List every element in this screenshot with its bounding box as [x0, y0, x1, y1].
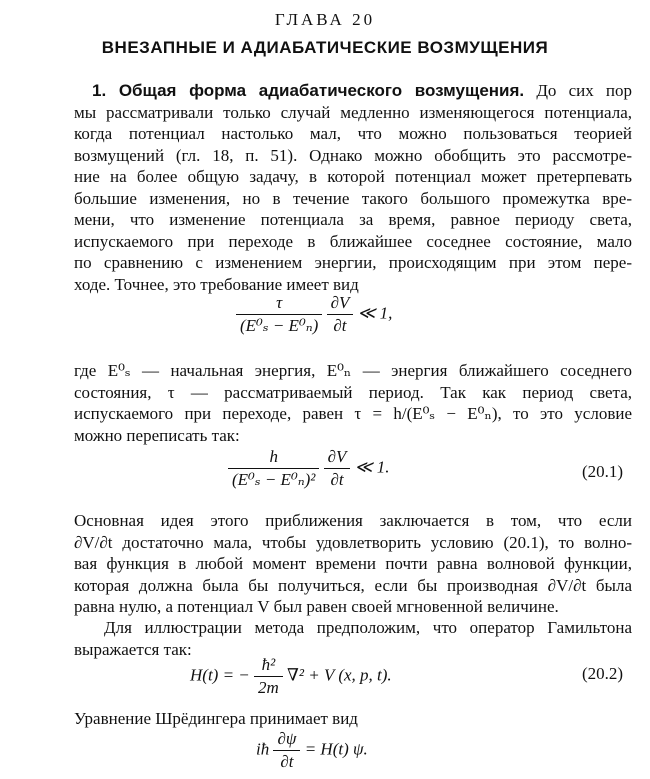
para3-line: ∂V/∂t достаточно мала, чтобы удовлетворить условию (20.1), то волно- — [74, 532, 632, 552]
chapter-title: ВНЕЗАПНЫЕ И АДИАБАТИЧЕСКИЕ ВОЗМУЩЕНИЯ — [101, 38, 549, 57]
eq2-denominator: (E⁰ₛ − E⁰ₙ)² — [232, 470, 316, 489]
para1-line: большие изменения, но в течение такого большого промежутка вре- — [74, 188, 632, 208]
para2-line: состояния, τ — рассматриваемый период. Так как период света, — [74, 382, 632, 402]
eq2-deriv-den: ∂t — [330, 470, 344, 489]
para1-line: ходе. Точнее, это требование имеет вид — [74, 274, 359, 294]
para1-line: мени, что изменение потенциала за время, равное периоду света, — [74, 210, 632, 229]
equation-4 — [256, 728, 368, 773]
eq4-lhs: iħ — [256, 739, 270, 759]
section-heading: 1. Общая форма адиабатического возмущения. — [92, 81, 525, 100]
eq1-rhs: ≪ 1, — [357, 303, 393, 323]
para1-line: До сих пор — [536, 81, 632, 100]
paragraph-3 — [74, 510, 632, 618]
eq3-lhs: H(t) = − — [190, 665, 250, 685]
para4-line: выражается так: — [74, 639, 192, 659]
eq3-denominator: 2m — [258, 678, 279, 697]
para2-line: где E⁰ₛ — начальная энергия, E⁰ₙ — энергия ближайшего соседнего — [74, 361, 632, 380]
chapter-label: ГЛАВА 20 — [274, 10, 376, 29]
para1-line: мы рассматривали только случай медленно изменяющегося потенциала, — [74, 102, 632, 122]
eq1-deriv-den: ∂t — [333, 316, 347, 335]
eq4-numerator: ∂ψ — [273, 728, 300, 751]
paragraph-1-body — [74, 102, 632, 296]
paragraph-2 — [74, 360, 632, 446]
eq2-number: (20.1) — [582, 462, 624, 481]
para4-line: Для иллюстрации метода предположим, что оператор Гамильтона — [104, 618, 632, 637]
eq3-rhs: ∇² + V (x, p, t). — [287, 665, 392, 685]
eq4-rhs: = H(t) ψ. — [304, 739, 368, 759]
eq1-deriv-num: ∂V — [327, 292, 354, 315]
eq1-denominator: (E⁰ₛ − E⁰ₙ) — [240, 316, 319, 335]
para1-line: ние на более общую задачу, в которой потенциал может претерпевать — [74, 167, 632, 186]
paragraph-5 — [74, 708, 632, 730]
eq1-numerator: τ — [236, 292, 322, 315]
para3-line: вая функция в любой момент времени почти равна волновой функции, — [74, 554, 632, 573]
eq2-numerator: h — [228, 446, 319, 469]
para3-line: Основная идея этого приближения заключается в том, что если — [74, 511, 632, 530]
para3-line: которая должна была бы получиться, если бы производная ∂V/∂t была — [74, 575, 632, 595]
para1-line: когда потенциал настолько мал, что можно пользоваться теорией — [74, 124, 632, 143]
equation-1 — [236, 292, 392, 337]
para2-line: испускаемого при переходе, равен τ = h/(E⁰ₛ − E⁰ₙ), то это условие — [74, 404, 632, 423]
equation-2 — [228, 446, 390, 491]
paragraph-1 — [74, 80, 632, 102]
eq2-rhs: ≪ 1. — [354, 457, 390, 477]
para3-line: равна нулю, а потенциал V был равен своей мгновенной величине. — [74, 597, 559, 616]
para5-line: Уравнение Шрёдингера принимает вид — [74, 709, 358, 728]
para1-line: по сравнению с изменением энергии, происходящим при этом пере- — [74, 253, 632, 272]
para1-line: испускаемого при переходе в ближайшее соседнее состояние, мало — [74, 231, 632, 251]
eq3-numerator: ħ² — [254, 654, 283, 677]
equation-3 — [190, 654, 392, 699]
eq4-denominator: ∂t — [280, 752, 294, 771]
para1-line: возмущений (гл. 18, п. 51). Однако можно обобщить это рассмотре- — [74, 145, 632, 165]
para2-line: можно переписать так: — [74, 425, 240, 445]
eq2-deriv-num: ∂V — [324, 446, 351, 469]
eq3-number: (20.2) — [582, 664, 624, 683]
